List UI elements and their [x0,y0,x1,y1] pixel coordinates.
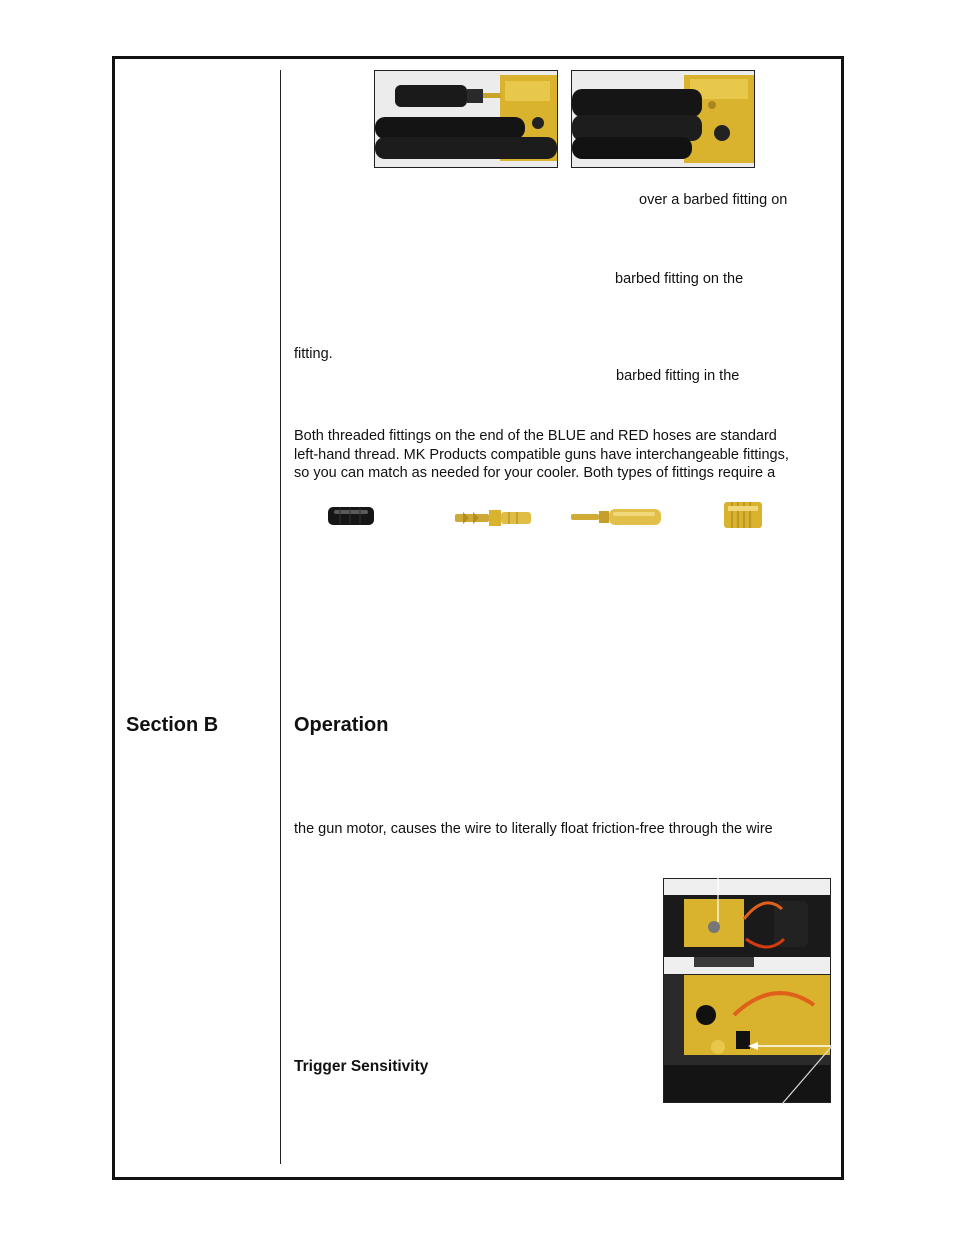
trigger-sensitivity-heading: Trigger Sensitivity [294,1058,429,1075]
paragraph-line: so you can match as needed for your cooler. Both types of fittings require a [294,465,776,481]
text-fragment-3: fitting. [294,346,333,362]
operation-text-line: the gun motor, causes the wire to literally float friction-free through the wire [294,821,773,837]
fittings-paragraph [294,427,834,483]
section-label: Section B [126,714,219,736]
long-brass-fitting-image [571,504,669,530]
gun-hose-fitting-photo-1 [374,70,558,168]
annotation-arrows [660,866,840,1146]
text-fragment-2: barbed fitting on the [615,271,744,287]
paragraph-line: Both threaded fittings on the end of the BLUE and RED hoses are standard [294,428,777,444]
text-fragment-4: barbed fitting in the [616,368,740,384]
section-title: Operation [294,714,389,736]
text-fragment-1: over a barbed fitting on [639,192,788,208]
gun-hose-fitting-photo-2 [571,70,755,168]
threaded-brass-nut-image [722,498,766,532]
paragraph-line: left-hand thread. MK Products compatible guns have interchangeable fittings, [294,446,789,463]
barbed-brass-fitting-image [455,506,533,530]
column-divider [280,70,281,1164]
black-nut-fitting-image [326,504,378,530]
